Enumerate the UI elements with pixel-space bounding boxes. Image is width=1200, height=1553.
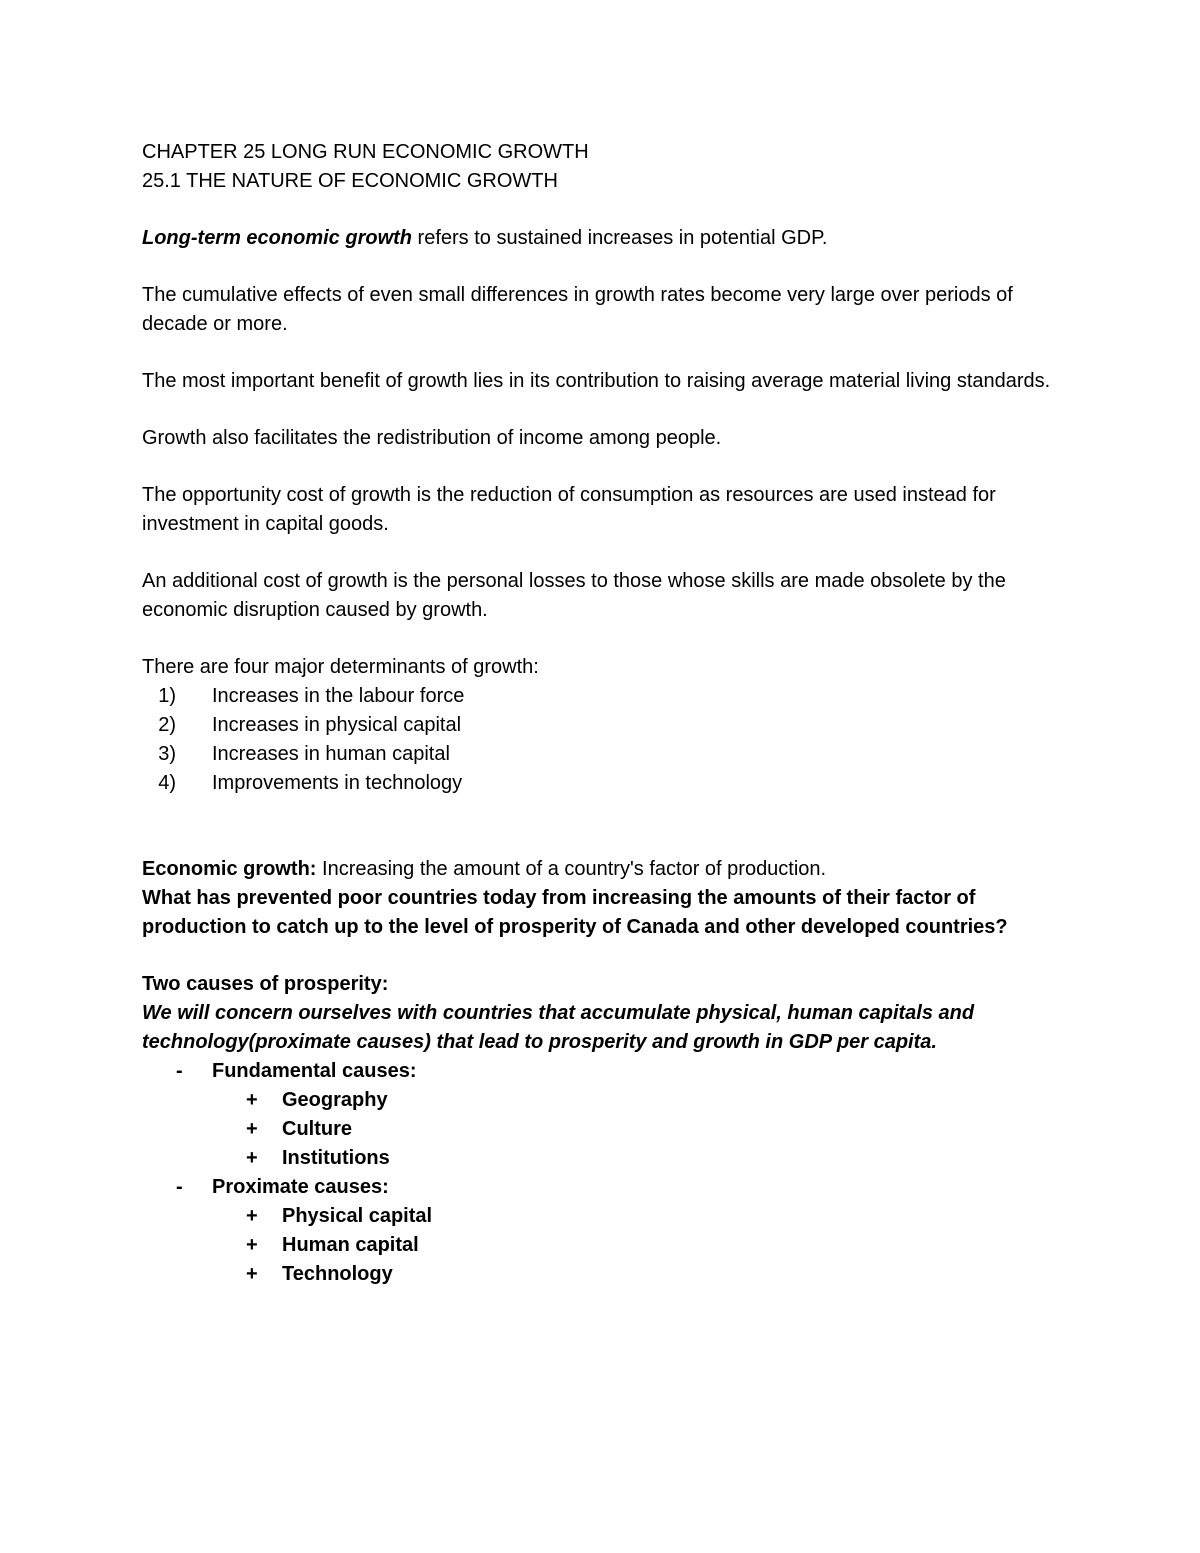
- section-title: 25.1 THE NATURE OF ECONOMIC GROWTH: [142, 170, 558, 192]
- list-item: + Culture: [246, 1118, 352, 1140]
- question-poor-countries: What has prevented poor countries today from increasing the amounts of their factor of production to catch up to the level of prosperity of Canada and other developed countries?: [142, 887, 1008, 938]
- list-item-proximate: - Proximate causes:: [176, 1176, 389, 1198]
- prosperity-note: We will concern ourselves with countries that accumulate physical, human capitals and technology(proximate causes) that lead to prosperity and growth in GDP per capita.: [142, 1002, 975, 1053]
- prosperity-title: Two causes of prosperity:: [142, 973, 389, 995]
- list-item: 4) Improvements in technology: [158, 772, 463, 794]
- term-economic-growth: Economic growth:: [142, 858, 317, 880]
- chapter-title: CHAPTER 25 LONG RUN ECONOMIC GROWTH: [142, 141, 589, 163]
- list-item-fundamental: - Fundamental causes:: [176, 1060, 417, 1082]
- list-item: + Physical capital: [246, 1205, 433, 1227]
- list-item: + Technology: [246, 1263, 393, 1285]
- paragraph-redistribution: Growth also facilitates the redistribution of income among people.: [142, 427, 722, 449]
- paragraph-determinants-intro: There are four major determinants of growth:: [142, 656, 539, 678]
- economic-growth-definition: Increasing the amount of a country's factor of production.: [316, 858, 827, 880]
- paragraph-economic-growth: [142, 855, 1082, 884]
- paragraph-additional-cost: An additional cost of growth is the personal losses to those whose skills are made obsolete by the economic disruption caused by growth.: [142, 570, 1006, 621]
- document-page: [142, 138, 1082, 1289]
- list-item: + Geography: [246, 1089, 388, 1111]
- definition-text: refers to sustained increases in potential GDP.: [412, 227, 828, 249]
- paragraph-cumulative-effects: The cumulative effects of even small differences in growth rates become very large over periods of decade or more.: [142, 284, 1013, 335]
- list-item: + Human capital: [246, 1234, 419, 1256]
- list-item: 3) Increases in human capital: [158, 743, 450, 765]
- determinants-list: [142, 682, 1082, 798]
- paragraph-opportunity-cost: The opportunity cost of growth is the reduction of consumption as resources are used instead for investment in capital goods.: [142, 484, 996, 535]
- list-item: + Institutions: [246, 1147, 390, 1169]
- list-item: 1) Increases in the labour force: [158, 685, 465, 707]
- paragraph-definition: [142, 224, 1082, 253]
- term-long-term-growth: Long-term economic growth: [142, 227, 412, 249]
- paragraph-benefit: The most important benefit of growth lies in its contribution to raising average material living standards.: [142, 370, 1051, 392]
- list-item: 2) Increases in physical capital: [158, 714, 462, 736]
